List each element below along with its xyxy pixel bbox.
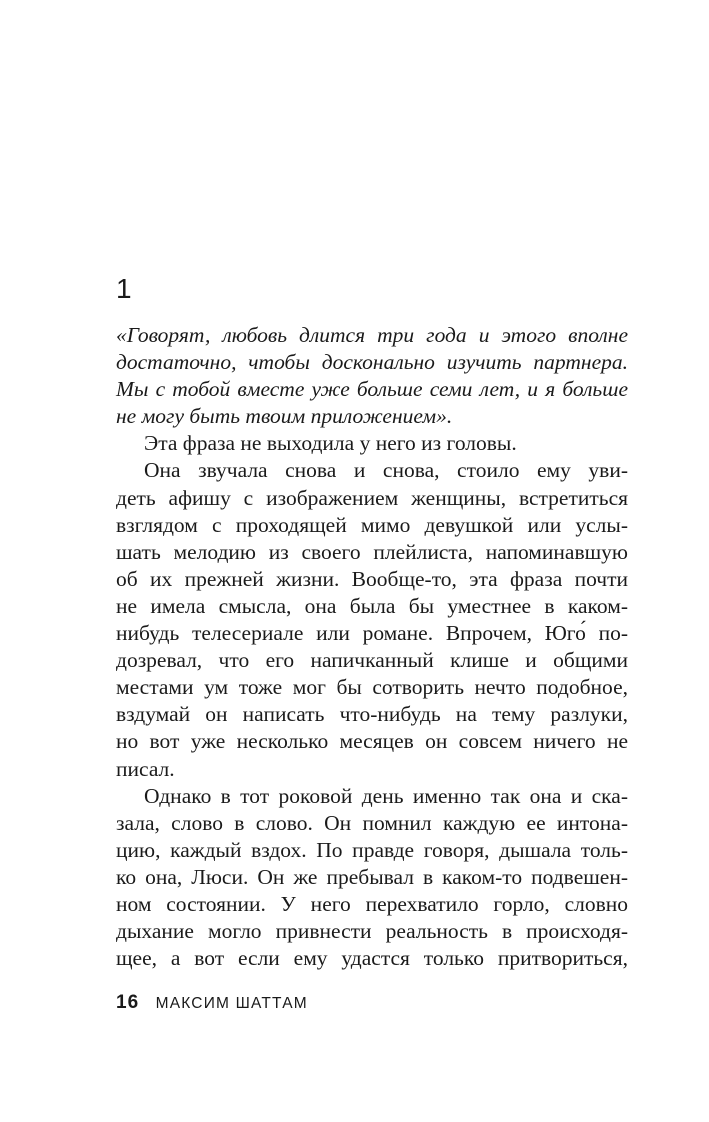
paragraph-line: ко она, Люси. Он же пребывал в каком-то подвешен- [116,864,628,889]
page-footer [116,992,308,1014]
paragraph-line: но вот уже несколько месяцев он совсем ничего не [116,729,628,754]
page-number: 16 [116,992,140,1013]
paragraph-line: деть афишу с изображением женщины, встретиться [116,485,628,510]
paragraph-line: об их прежней жизни. Вообще-то, эта фраза почти [116,566,628,591]
epigraph-line: «Говорят, любовь длится три года и этого вполне [116,323,628,347]
paragraph-line: цию, каждый вздох. По правде говоря, дышала толь- [116,837,628,862]
paragraph-line: щее, а вот если ему удастся только притвориться, [116,946,628,971]
paragraph-line: зала, слово в слово. Он помнил каждую ее интона- [116,810,628,835]
epigraph-line: Мы с тобой вместе уже больше семи лет, и я больше [116,377,628,402]
paragraph [116,457,628,782]
chapter-number: 1 [116,273,132,304]
paragraph-line: дозревал, что его напичканный клише и общими [116,648,628,673]
running-head-author: МАКСИМ ШАТТАМ [155,995,308,1012]
paragraph-line: взглядом с проходящей мимо девушкой или услы- [116,512,628,537]
paragraph-line: местами ум тоже мог бы сотворить нечто подобное, [116,675,628,700]
paragraph-line: не имела смысла, она была бы уместнее в каком- [116,593,628,618]
paragraph-line: нибудь телесериале или романе. Впрочем, Юго́ по- [116,621,628,646]
paragraph-line: вздумай он написать что-нибудь на тему разлуки, [116,702,628,727]
paragraph-line: Она звучала снова и снова, стоило ему уви- [144,458,628,483]
paragraph-line: писал. [116,756,175,781]
paragraph-line: шать мелодию из своего плейлиста, напоминавшую [116,539,628,564]
epigraph-line: достаточно, чтобы досконально изучить партнера. [116,350,628,375]
paragraph [116,783,628,973]
paragraph-line: ном состоянии. У него перехватило горло, словно [116,891,628,916]
paragraph [116,430,628,457]
body-text [116,322,628,972]
paragraph-line: Однако в тот роковой день именно так она и ска- [144,783,628,808]
paragraph-line: Эта фраза не выходила у него из головы. [144,431,517,456]
epigraph [116,322,628,430]
epigraph-line: не могу быть твоим приложением». [116,404,453,429]
paragraph-line: дыхание могло привнести реальность в происходя- [116,919,628,944]
